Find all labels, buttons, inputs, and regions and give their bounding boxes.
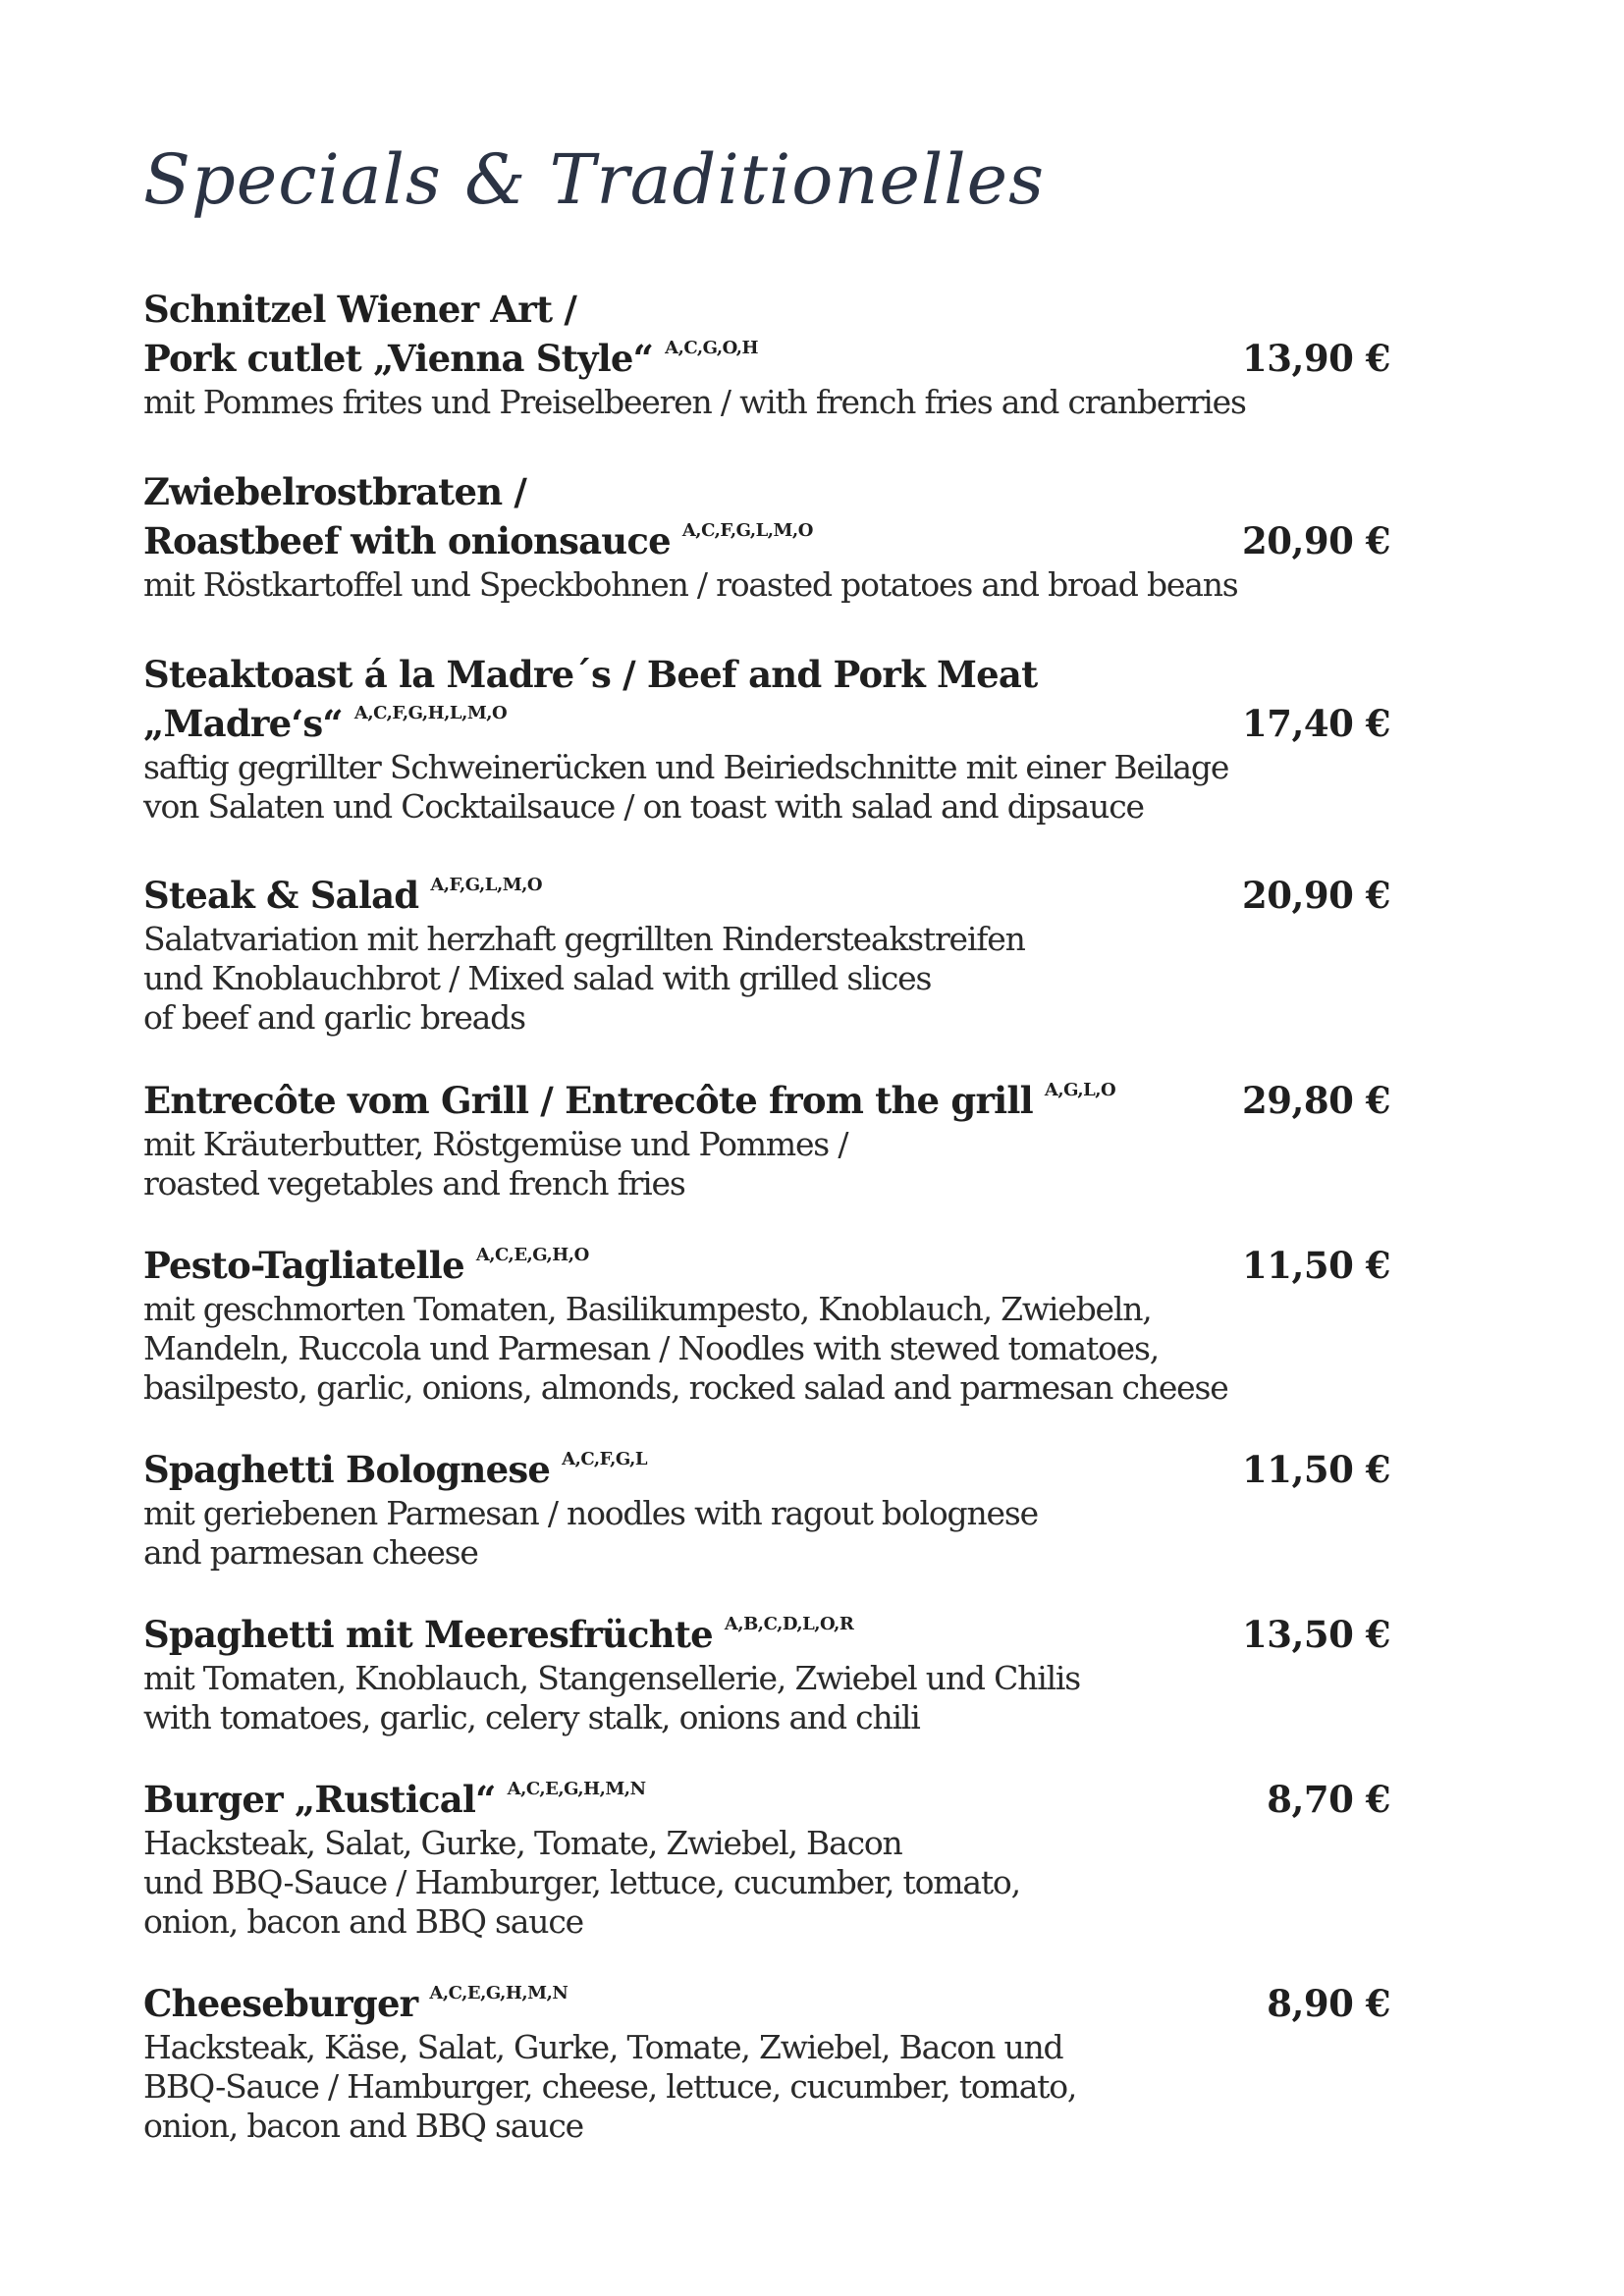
menu-item-price: 20,90 € [1242,519,1390,562]
menu-item-name-line [143,334,1390,383]
menu-item-steak-salad [143,871,1390,1038]
menu-item-pesto-tagliatelle [143,1241,1390,1408]
menu-item-price: 11,50 € [1242,1244,1390,1287]
menu-item-burger-rustical [143,1775,1390,1942]
menu-item-description: mit Pommes frites und Preiselbeeren / with french fries and cranberries [143,383,1246,421]
menu-item-name-line [143,650,1390,699]
allergen-codes: A,C,E,G,H,M,N [429,1983,568,2003]
menu-item-name-line [143,699,1390,748]
menu-item-description: mit Tomaten, Knoblauch, Stangensellerie, Zwiebel und Chilis [143,1659,1081,1697]
menu-item-name: Spaghetti mit Meeresfrüchte [143,1613,713,1656]
menu-item-description: saftig gegrillter Schweinerücken und Beiriedschnitte mit einer Beilage [143,748,1229,786]
menu-item-name-line [143,516,1390,565]
allergen-codes: A,F,G,L,M,O [430,875,543,895]
menu-item-description: of beef and garlic breads [143,998,525,1037]
menu-item-zwiebelrostbraten [143,467,1390,605]
menu-item-name: Entrecôte vom Grill / Entrecôte from the grill [143,1079,1033,1122]
menu-item-description: with tomatoes, garlic, celery stalk, onions and chili [143,1698,920,1736]
menu-item-name: Burger „Rustical“ [143,1778,496,1821]
menu-item-description: von Salaten und Cocktailsauce / on toast with salad and dipsauce [143,787,1144,826]
menu-item-price: 17,40 € [1242,702,1390,745]
menu-item-name-line [143,1076,1390,1125]
menu-item-name-line [143,1241,1390,1290]
menu-item-description: Hacksteak, Käse, Salat, Gurke, Tomate, Zwiebel, Bacon und [143,2028,1063,2066]
menu-item-cheeseburger [143,1979,1390,2146]
menu-item-description: onion, bacon and BBQ sauce [143,2107,583,2145]
menu-item-entrecote [143,1076,1390,1203]
menu-item-name-line [143,1610,1390,1659]
menu-item-name-line [143,285,1390,334]
menu-item-description: Hacksteak, Salat, Gurke, Tomate, Zwiebel, Bacon [143,1824,902,1862]
menu-item-name: Steaktoast á la Madre´s / Beef and Pork Meat [143,653,1038,696]
menu-item-name: Zwiebelrostbraten / [143,470,527,513]
menu-item-description: Salatvariation mit herzhaft gegrillten Rindersteakstreifen [143,920,1025,958]
menu-item-price: 11,50 € [1242,1448,1390,1491]
allergen-codes: A,C,E,G,H,M,N [507,1779,646,1799]
menu-item-name: Pesto-Tagliatelle [143,1244,464,1287]
menu-item-name-line [143,1979,1390,2028]
menu-item-name-line [143,1445,1390,1494]
menu-item-description: basilpesto, garlic, onions, almonds, rocked salad and parmesan cheese [143,1368,1228,1407]
menu-item-name: Pork cutlet „Vienna Style“ [143,337,654,380]
menu-item-description: mit geschmorten Tomaten, Basilikumpesto, Knoblauch, Zwiebeln, [143,1290,1152,1328]
menu-item-description: Mandeln, Ruccola und Parmesan / Noodles with stewed tomatoes, [143,1329,1160,1367]
menu-item-name: Cheeseburger [143,1982,418,2025]
allergen-codes: A,C,G,O,H [665,338,759,358]
menu-item-price: 8,70 € [1267,1778,1390,1821]
menu-item-name: Schnitzel Wiener Art / [143,288,577,331]
menu-item-price: 13,90 € [1242,337,1390,380]
menu-item-name: Roastbeef with onionsauce [143,519,671,562]
allergen-codes: A,C,F,G,L,M,O [681,520,813,541]
menu-item-spaghetti-meeresfruechte [143,1610,1390,1737]
menu-item-description: mit geriebenen Parmesan / noodles with ragout bolognese [143,1494,1038,1532]
allergen-codes: A,G,L,O [1044,1080,1116,1100]
menu-item-name-line [143,1775,1390,1824]
allergen-codes: A,C,F,G,L [562,1449,648,1469]
menu-item-description: mit Röstkartoffel und Speckbohnen / roasted potatoes and broad beans [143,565,1238,604]
allergen-codes: A,B,C,D,L,O,R [724,1614,854,1634]
allergen-codes: A,C,F,G,H,L,M,O [353,703,508,723]
menu-item-name: Steak & Salad [143,874,419,917]
menu-item-description: und Knoblauchbrot / Mixed salad with grilled slices [143,959,932,997]
menu-item-name-line [143,871,1390,920]
menu-item-description: and parmesan cheese [143,1533,478,1572]
menu-item-name-line [143,467,1390,516]
menu-item-price: 20,90 € [1242,874,1390,917]
menu-item-description: BBQ-Sauce / Hamburger, cheese, lettuce, cucumber, tomato, [143,2067,1077,2106]
menu-item-description: roasted vegetables and french fries [143,1164,685,1202]
menu-item-description: mit Kräuterbutter, Röstgemüse und Pommes / [143,1125,848,1163]
allergen-codes: A,C,E,G,H,O [475,1245,589,1265]
menu-item-schnitzel [143,285,1390,422]
menu-item-price: 29,80 € [1242,1079,1390,1122]
menu-item-description: onion, bacon and BBQ sauce [143,1902,583,1941]
menu-item-description: und BBQ-Sauce / Hamburger, lettuce, cucumber, tomato, [143,1863,1020,1901]
menu-item-name: Spaghetti Bolognese [143,1448,551,1491]
page-title: Specials & Traditionelles [143,139,1046,220]
menu-item-steaktoast [143,650,1390,827]
menu-item-price: 8,90 € [1267,1982,1390,2025]
menu-item-spaghetti-bolognese [143,1445,1390,1573]
menu-item-name: „Madre‘s“ [143,702,343,745]
menu-item-price: 13,50 € [1242,1613,1390,1656]
